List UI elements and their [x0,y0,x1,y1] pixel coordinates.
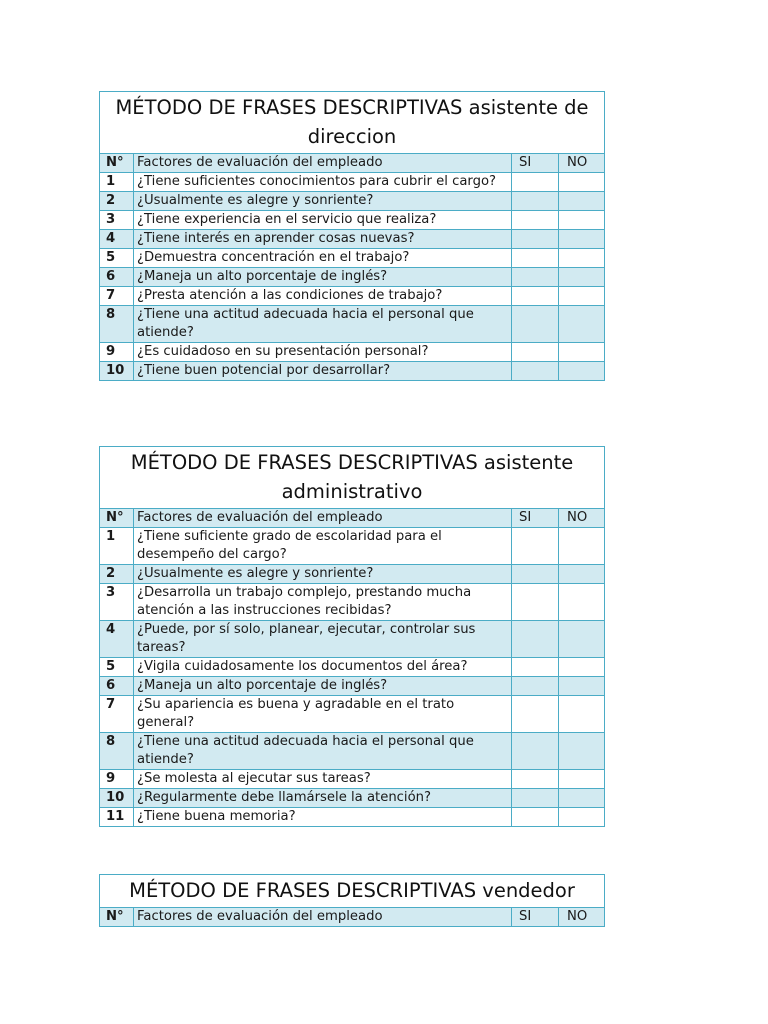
table-header-row [100,908,605,927]
row-question: ¿Usualmente es alegre y sonriente? [134,192,512,211]
table-row [100,696,605,733]
si-checkbox-cell[interactable] [512,565,559,584]
header-si: SI [512,908,559,927]
si-checkbox-cell[interactable] [512,287,559,306]
evaluation-table-vendedor [99,874,605,927]
si-checkbox-cell[interactable] [512,789,559,808]
table-row [100,528,605,565]
si-checkbox-cell[interactable] [512,696,559,733]
row-question: ¿Tiene suficiente grado de escolaridad para el desempeño del cargo? [134,528,512,565]
si-checkbox-cell[interactable] [512,192,559,211]
row-number: 1 [100,528,134,565]
table-row [100,565,605,584]
row-number: 9 [100,343,134,362]
row-question: ¿Desarrolla un trabajo complejo, prestando mucha atención a las instrucciones recibidas? [134,584,512,621]
table-row [100,173,605,192]
row-number: 7 [100,696,134,733]
no-checkbox-cell[interactable] [559,565,605,584]
table-row [100,584,605,621]
table-row [100,770,605,789]
si-checkbox-cell[interactable] [512,584,559,621]
row-question: ¿Tiene una actitud adecuada hacia el personal que atiende? [134,733,512,770]
no-checkbox-cell[interactable] [559,268,605,287]
si-checkbox-cell[interactable] [512,268,559,287]
table-header-row [100,509,605,528]
row-number: 3 [100,211,134,230]
header-si: SI [512,154,559,173]
table-row [100,287,605,306]
si-checkbox-cell[interactable] [512,362,559,381]
si-checkbox-cell[interactable] [512,173,559,192]
row-number: 8 [100,306,134,343]
header-factor: Factores de evaluación del empleado [134,154,512,173]
si-checkbox-cell[interactable] [512,677,559,696]
table-row [100,268,605,287]
row-question: ¿Tiene buen potencial por desarrollar? [134,362,512,381]
row-number: 1 [100,173,134,192]
table-title: MÉTODO DE FRASES DESCRIPTIVAS vendedor [100,875,605,908]
table-header-row [100,154,605,173]
si-checkbox-cell[interactable] [512,306,559,343]
table-row [100,733,605,770]
table-row [100,677,605,696]
table-row [100,192,605,211]
row-question: ¿Tiene interés en aprender cosas nuevas? [134,230,512,249]
evaluation-table-asistente-administrativo [99,446,605,827]
row-question: ¿Demuestra concentración en el trabajo? [134,249,512,268]
si-checkbox-cell[interactable] [512,230,559,249]
no-checkbox-cell[interactable] [559,287,605,306]
row-number: 10 [100,789,134,808]
no-checkbox-cell[interactable] [559,306,605,343]
row-number: 4 [100,230,134,249]
no-checkbox-cell[interactable] [559,362,605,381]
evaluation-table-asistente-direccion [99,91,605,381]
row-number: 3 [100,584,134,621]
header-factor: Factores de evaluación del empleado [134,908,512,927]
si-checkbox-cell[interactable] [512,658,559,677]
row-number: 2 [100,565,134,584]
header-no: NO [559,908,605,927]
table-row [100,362,605,381]
si-checkbox-cell[interactable] [512,808,559,827]
row-question: ¿Usualmente es alegre y sonriente? [134,565,512,584]
no-checkbox-cell[interactable] [559,733,605,770]
si-checkbox-cell[interactable] [512,343,559,362]
no-checkbox-cell[interactable] [559,343,605,362]
row-number: 5 [100,658,134,677]
table-title: MÉTODO DE FRASES DESCRIPTIVAS asistente administrativo [100,447,605,509]
row-question: ¿Presta atención a las condiciones de trabajo? [134,287,512,306]
table-row [100,249,605,268]
row-question: ¿Tiene suficientes conocimientos para cubrir el cargo? [134,173,512,192]
table-title: MÉTODO DE FRASES DESCRIPTIVAS asistente de direccion [100,92,605,154]
header-number: N° [100,908,134,927]
row-number: 2 [100,192,134,211]
no-checkbox-cell[interactable] [559,528,605,565]
no-checkbox-cell[interactable] [559,770,605,789]
si-checkbox-cell[interactable] [512,211,559,230]
no-checkbox-cell[interactable] [559,249,605,268]
row-question: ¿Tiene buena memoria? [134,808,512,827]
row-number: 5 [100,249,134,268]
table-row [100,211,605,230]
table-row [100,621,605,658]
header-si: SI [512,509,559,528]
header-no: NO [559,509,605,528]
row-question: ¿Vigila cuidadosamente los documentos del área? [134,658,512,677]
row-number: 8 [100,733,134,770]
row-question: ¿Su apariencia es buena y agradable en el trato general? [134,696,512,733]
table-row [100,343,605,362]
row-question: ¿Se molesta al ejecutar sus tareas? [134,770,512,789]
no-checkbox-cell[interactable] [559,677,605,696]
no-checkbox-cell[interactable] [559,789,605,808]
table-row [100,808,605,827]
si-checkbox-cell[interactable] [512,528,559,565]
no-checkbox-cell[interactable] [559,173,605,192]
row-number: 6 [100,268,134,287]
no-checkbox-cell[interactable] [559,621,605,658]
row-number: 9 [100,770,134,789]
header-factor: Factores de evaluación del empleado [134,509,512,528]
row-number: 11 [100,808,134,827]
row-question: ¿Regularmente debe llamársele la atención? [134,789,512,808]
table-row [100,789,605,808]
row-question: ¿Maneja un alto porcentaje de inglés? [134,677,512,696]
header-number: N° [100,509,134,528]
si-checkbox-cell[interactable] [512,770,559,789]
si-checkbox-cell[interactable] [512,621,559,658]
row-question: ¿Tiene una actitud adecuada hacia el personal que atiende? [134,306,512,343]
no-checkbox-cell[interactable] [559,230,605,249]
table-row [100,230,605,249]
no-checkbox-cell[interactable] [559,192,605,211]
si-checkbox-cell[interactable] [512,733,559,770]
row-question: ¿Tiene experiencia en el servicio que realiza? [134,211,512,230]
table-row [100,658,605,677]
header-number: N° [100,154,134,173]
no-checkbox-cell[interactable] [559,211,605,230]
row-question: ¿Maneja un alto porcentaje de inglés? [134,268,512,287]
row-number: 4 [100,621,134,658]
no-checkbox-cell[interactable] [559,696,605,733]
table-row [100,306,605,343]
row-question: ¿Es cuidadoso en su presentación personal? [134,343,512,362]
no-checkbox-cell[interactable] [559,658,605,677]
row-question: ¿Puede, por sí solo, planear, ejecutar, controlar sus tareas? [134,621,512,658]
row-number: 6 [100,677,134,696]
no-checkbox-cell[interactable] [559,584,605,621]
no-checkbox-cell[interactable] [559,808,605,827]
row-number: 7 [100,287,134,306]
si-checkbox-cell[interactable] [512,249,559,268]
header-no: NO [559,154,605,173]
row-number: 10 [100,362,134,381]
